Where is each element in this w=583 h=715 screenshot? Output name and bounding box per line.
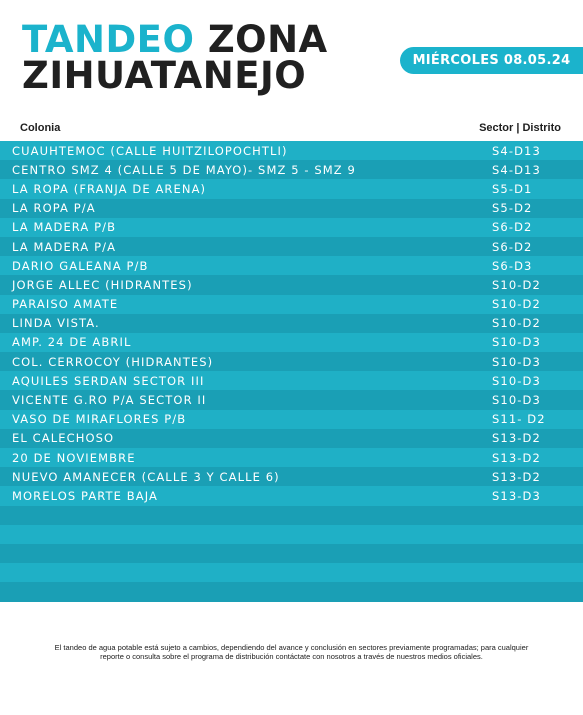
- sector-cell: S5-D2: [492, 201, 533, 216]
- colonia-cell: LA MADERA P/A: [12, 239, 117, 254]
- sector-cell: S4-D13: [492, 162, 541, 177]
- title-accent: TANDEO: [22, 18, 195, 61]
- sector-cell: S13-D3: [492, 488, 541, 503]
- colonia-cell: DARIO GALEANA P/B: [12, 258, 149, 273]
- colonia-cell: CUAUHTEMOC (CALLE HUITZILOPOCHTLI): [12, 143, 288, 158]
- sector-cell: S10-D2: [492, 316, 541, 331]
- table-row: [0, 506, 583, 525]
- table-row: [0, 486, 583, 505]
- sector-cell: S11- D2: [492, 412, 546, 427]
- table-row: [0, 179, 583, 198]
- colonia-cell: COL. CERROCOY (HIDRANTES): [12, 354, 214, 369]
- sector-cell: S10-D3: [492, 393, 541, 408]
- colonia-cell: EL CALECHOSO: [12, 431, 115, 446]
- colonia-cell: LA ROPA P/A: [12, 201, 96, 216]
- sector-cell: S10-D3: [492, 354, 541, 369]
- table-row: [0, 295, 583, 314]
- colonia-cell: LA ROPA (FRANJA DE ARENA): [12, 181, 207, 196]
- colonia-cell: VICENTE G.RO P/A SECTOR II: [12, 393, 207, 408]
- table-row: [0, 199, 583, 218]
- table-row: [0, 333, 583, 352]
- title-line-1: [22, 18, 328, 61]
- table-row: [0, 525, 583, 544]
- sector-cell: S13-D2: [492, 431, 541, 446]
- table-row: [0, 410, 583, 429]
- table-row: [0, 237, 583, 256]
- sector-cell: S13-D2: [492, 450, 541, 465]
- colonia-cell: NUEVO AMANECER (CALLE 3 Y CALLE 6): [12, 469, 280, 484]
- sector-cell: S10-D3: [492, 335, 541, 350]
- date-badge: MIÉRCOLES 08.05.24: [400, 47, 583, 74]
- colonia-cell: VASO DE MIRAFLORES P/B: [12, 412, 187, 427]
- sector-cell: S10-D2: [492, 277, 541, 292]
- table-row: [0, 314, 583, 333]
- sector-cell: S10-D2: [492, 297, 541, 312]
- page-title: [22, 18, 328, 97]
- colonia-cell: LA MADERA P/B: [12, 220, 117, 235]
- colonia-cell: AQUILES SERDAN SECTOR III: [12, 373, 205, 388]
- table-row: [0, 582, 583, 601]
- title-zona: ZONA: [207, 18, 328, 61]
- table-row: [0, 218, 583, 237]
- sector-cell: S13-D2: [492, 469, 541, 484]
- table-row: [0, 371, 583, 390]
- footer-note: El tandeo de agua potable está sujeto a cambios, dependiendo del avance y conclusión en sectores previamente programadas; para cualquier reporte o consulta sobre el programa de distribución contáctate con nosotros a través de nuestros medios oficiales.: [54, 643, 529, 661]
- colonia-column-header: Colonia: [20, 122, 61, 134]
- sector-cell: S4-D13: [492, 143, 541, 158]
- table-row: [0, 467, 583, 486]
- sector-cell: S10-D3: [492, 373, 541, 388]
- table-row: [0, 429, 583, 448]
- sector-cell: S6-D3: [492, 258, 533, 273]
- sector-cell: S6-D2: [492, 220, 533, 235]
- table-row: [0, 544, 583, 563]
- table-row: [0, 141, 583, 160]
- colonia-cell: CENTRO SMZ 4 (CALLE 5 DE MAYO)- SMZ 5 - SMZ 9: [12, 162, 356, 177]
- sector-column-header: Sector | Distrito: [479, 122, 561, 134]
- table-row: [0, 390, 583, 409]
- table-row: [0, 352, 583, 371]
- colonia-cell: PARAISO AMATE: [12, 297, 119, 312]
- sector-cell: S5-D1: [492, 181, 533, 196]
- table-row: [0, 448, 583, 467]
- table-row: [0, 160, 583, 179]
- schedule-table: [0, 141, 583, 601]
- colonia-cell: MORELOS PARTE BAJA: [12, 488, 159, 503]
- colonia-cell: 20 DE NOVIEMBRE: [12, 450, 136, 465]
- colonia-cell: JORGE ALLEC (HIDRANTES): [12, 277, 193, 292]
- table-row: [0, 563, 583, 582]
- table-row: [0, 275, 583, 294]
- colonia-cell: AMP. 24 DE ABRIL: [12, 335, 132, 350]
- colonia-cell: LINDA VISTA.: [12, 316, 100, 331]
- title-line-2: ZIHUATANEJO: [22, 54, 307, 97]
- sector-cell: S6-D2: [492, 239, 533, 254]
- table-row: [0, 256, 583, 275]
